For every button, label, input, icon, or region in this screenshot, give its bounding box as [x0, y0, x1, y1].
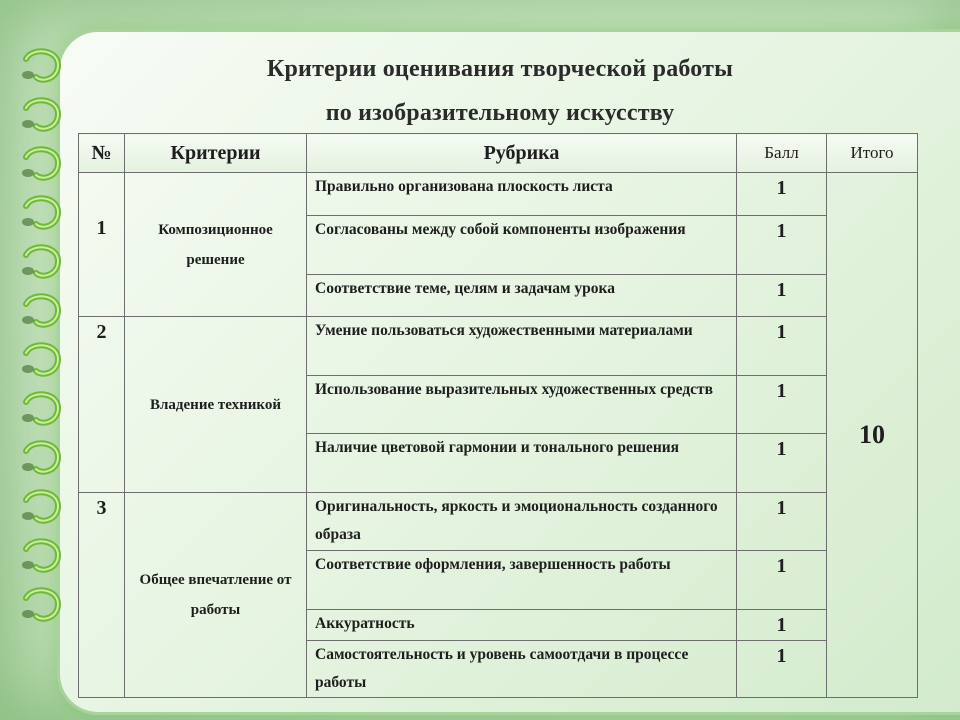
ring-icon — [18, 192, 66, 238]
header-score: Балл — [737, 134, 827, 173]
criterion-label: Общее впечатление от работы — [139, 572, 292, 618]
header-num: № — [79, 134, 125, 173]
table-header-row — [79, 134, 918, 173]
criteria-table — [78, 133, 918, 698]
table-body — [79, 173, 918, 698]
title-line-2: по изобразительному искусству — [325, 100, 675, 126]
criterion-cell — [125, 493, 307, 698]
score-cell: 1 — [737, 610, 827, 641]
notebook-rings — [18, 45, 68, 705]
criterion-label: Композиционное решение — [158, 221, 273, 268]
ring-icon — [18, 437, 66, 483]
rubric-cell: Соответствие теме, целям и задачам урока — [307, 275, 737, 317]
rubric-cell: Наличие цветовой гармонии и тонального решения — [307, 434, 737, 493]
group-number: 1 — [96, 217, 107, 239]
criterion-cell — [125, 173, 307, 317]
criterion-label: Владение техникой — [150, 396, 281, 413]
table-row — [79, 493, 918, 551]
ring-icon — [18, 339, 66, 385]
header-rubric: Рубрика — [307, 134, 737, 173]
score-cell: 1 — [737, 434, 827, 493]
header-criteria: Критерии — [125, 134, 307, 173]
group-number: 3 — [96, 497, 107, 519]
rubric-cell: Оригинальность, яркость и эмоциональность созданного образа — [307, 493, 737, 551]
table-row — [79, 317, 918, 376]
ring-icon — [18, 388, 66, 434]
score-cell: 1 — [737, 376, 827, 434]
score-cell: 1 — [737, 493, 827, 551]
rubric-cell: Умение пользоваться художественными материалами — [307, 317, 737, 376]
ring-icon — [18, 486, 66, 532]
group-number-cell — [79, 173, 125, 317]
score-cell: 1 — [737, 317, 827, 376]
header-total: Итого — [827, 134, 918, 173]
ring-icon — [18, 143, 66, 189]
score-cell: 1 — [737, 216, 827, 275]
criterion-cell — [125, 317, 307, 493]
rubric-cell: Использование выразительных художественных средств — [307, 376, 737, 434]
rubric-cell: Согласованы между собой компоненты изображения — [307, 216, 737, 275]
title-line-1: Критерии оценивания творческой работы — [266, 56, 734, 82]
ring-icon — [18, 94, 66, 140]
score-cell: 1 — [737, 641, 827, 698]
rubric-cell: Аккуратность — [307, 610, 737, 641]
ring-icon — [18, 45, 66, 91]
total-cell: 10 — [827, 173, 918, 698]
group-number-cell — [79, 493, 125, 698]
group-number: 2 — [96, 321, 107, 343]
ring-icon — [18, 535, 66, 581]
score-cell: 1 — [737, 551, 827, 610]
rubric-cell: Правильно организована плоскость листа — [307, 173, 737, 216]
group-number-cell — [79, 317, 125, 493]
rubric-cell: Соответствие оформления, завершенность работы — [307, 551, 737, 610]
score-cell: 1 — [737, 275, 827, 317]
score-cell: 1 — [737, 173, 827, 216]
table-row — [79, 173, 918, 216]
ring-icon — [18, 241, 66, 287]
ring-icon — [18, 584, 66, 630]
rubric-cell: Самостоятельность и уровень самоотдачи в процессе работы — [307, 641, 737, 698]
ring-icon — [18, 290, 66, 336]
